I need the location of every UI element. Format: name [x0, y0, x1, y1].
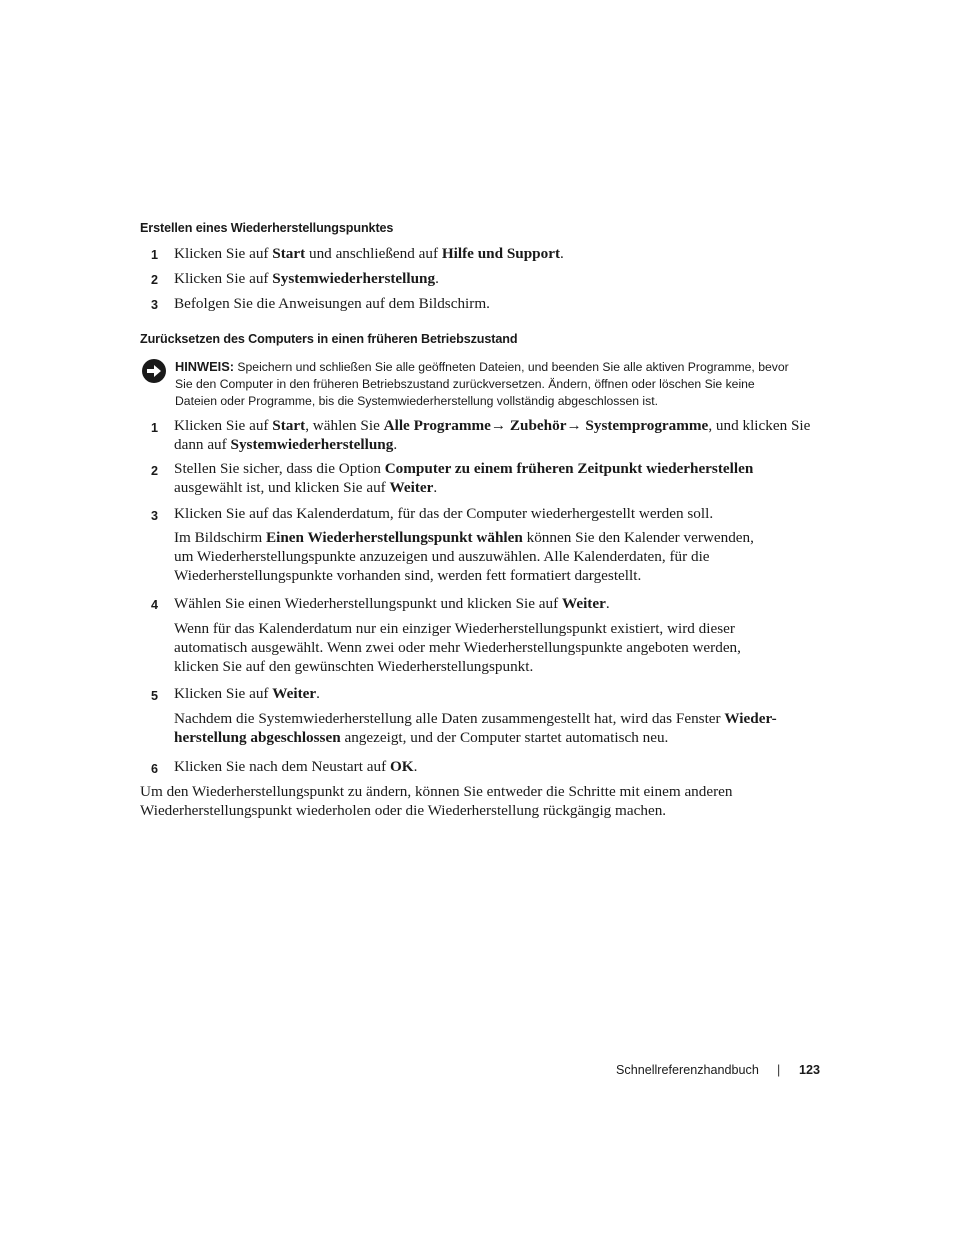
text: Klicken Sie auf [174, 245, 273, 262]
arrow-glyph: → [566, 417, 586, 434]
text: automatisch ausgewählt. Wenn zwei oder mehr Wiederherstellungspunkte angeboten werden, [174, 639, 741, 656]
notice-line: Dateien oder Programme, bis die Systemwiederherstellung vollständig abgeschlossen ist. [175, 394, 659, 408]
ui-term: Weiter [389, 479, 434, 496]
step-number: 1 [151, 248, 159, 262]
section-heading-create-restore-point: Erstellen eines Wiederherstellungspunktes [140, 221, 394, 235]
text: ausgewählt ist, und klicken Sie auf [174, 479, 390, 496]
ui-term: Einen Wiederherstellungspunkt wählen [265, 529, 523, 546]
step-text [174, 269, 814, 288]
ui-term: Systemwiederherstellung [272, 270, 436, 287]
step-text [174, 459, 814, 497]
notice-text [175, 358, 815, 410]
ui-term: Weiter [561, 595, 606, 612]
step-text: Klicken Sie auf das Kalenderdatum, für das der Computer wiederhergestellt werden soll. [174, 505, 714, 522]
footer-title: Schnellreferenzhandbuch [616, 1063, 759, 1077]
step-paragraph [174, 619, 814, 676]
text: Nachdem die Systemwiederherstellung alle Daten zusammengestellt hat, wird das Fenster [174, 710, 725, 727]
ui-term: herstellung abgeschlossen [174, 729, 341, 746]
step-text [174, 684, 814, 703]
ui-term: Wieder- [724, 710, 777, 727]
text: Wiederherstellungspunkte vorhanden sind, werden fett formatiert dargestellt. [174, 567, 642, 584]
text: . [316, 685, 320, 702]
ui-term: Weiter [272, 685, 317, 702]
step-number: 2 [151, 273, 159, 287]
text: , und klicken Sie [708, 417, 811, 434]
ui-term: Hilfe und Support [441, 245, 561, 262]
notice-label: HINWEIS: [175, 359, 235, 374]
step-text [174, 416, 814, 454]
notice-arrow-icon [141, 358, 167, 384]
step-number: 1 [151, 421, 159, 435]
text: . [560, 245, 564, 262]
section-heading-restore-computer: Zurücksetzen des Computers in einen früheren Betriebszustand [140, 332, 518, 346]
text: um Wiederherstellungspunkte anzuzeigen und auszuwählen. Alle Kalenderdaten, für die [174, 548, 710, 565]
text: Wiederherstellungspunkt wiederholen oder die Wiederherstellung rückgängig machen. [140, 802, 667, 819]
ui-term: Zubehör [509, 417, 567, 434]
ui-term: Start [272, 417, 306, 434]
text: klicken Sie auf den gewünschten Wiederherstellungspunkt. [174, 658, 534, 675]
step-number: 5 [151, 689, 159, 703]
footer-separator: | [777, 1063, 781, 1077]
ui-term: Alle Programme [383, 417, 491, 434]
text: angezeigt, und der Computer startet automatisch neu. [340, 729, 669, 746]
ui-term: Systemwiederherstellung [230, 436, 394, 453]
text: Um den Wiederherstellungspunkt zu ändern, können Sie entweder die Schritte mit einem anderen [140, 783, 733, 800]
step-number: 4 [151, 598, 159, 612]
text: . [435, 270, 439, 287]
text: Wenn für das Kalenderdatum nur ein einziger Wiederherstellungspunkt existiert, wird dieser [174, 620, 735, 637]
ui-term: Computer zu einem früheren Zeitpunkt wiederherstellen [384, 460, 754, 477]
notice-line: Speichern und schließen Sie alle geöffneten Dateien, und beenden Sie alle aktiven Programme, bevor [234, 360, 789, 374]
arrow-glyph: → [490, 417, 510, 434]
text: dann auf [174, 436, 231, 453]
text: und anschließend auf [305, 245, 442, 262]
text: Klicken Sie auf [174, 417, 273, 434]
text: . [605, 595, 610, 612]
text: können Sie den Kalender verwenden, [522, 529, 754, 546]
step-text [174, 594, 814, 613]
text: Klicken Sie auf [174, 685, 273, 702]
ui-term: OK [389, 758, 414, 775]
text: . [393, 436, 398, 453]
text: Wählen Sie einen Wiederherstellungspunkt und klicken Sie auf [174, 595, 562, 612]
text: Im Bildschirm [174, 529, 266, 546]
step-text [174, 757, 814, 776]
step-number: 2 [151, 464, 159, 478]
closing-paragraph [140, 782, 820, 820]
text: Klicken Sie nach dem Neustart auf [174, 758, 390, 775]
ui-term: Start [272, 245, 306, 262]
text: Klicken Sie auf [174, 270, 273, 287]
step-paragraph [174, 528, 814, 585]
text: Stellen Sie sicher, dass die Option [174, 460, 385, 477]
ui-term: Systemprogramme [585, 417, 709, 434]
step-paragraph [174, 709, 814, 747]
text: . [413, 758, 418, 775]
step-text [174, 244, 814, 263]
step-number: 3 [151, 509, 159, 523]
text: , wählen Sie [305, 417, 384, 434]
step-number: 6 [151, 762, 159, 776]
notice-line: Sie den Computer in den früheren Betriebszustand zurückversetzen. Ändern, öffnen oder löschen Sie keine [175, 377, 755, 391]
step-text: Befolgen Sie die Anweisungen auf dem Bildschirm. [174, 295, 490, 312]
step-number: 3 [151, 298, 159, 312]
text: . [433, 479, 438, 496]
page-number: 123 [799, 1063, 821, 1077]
